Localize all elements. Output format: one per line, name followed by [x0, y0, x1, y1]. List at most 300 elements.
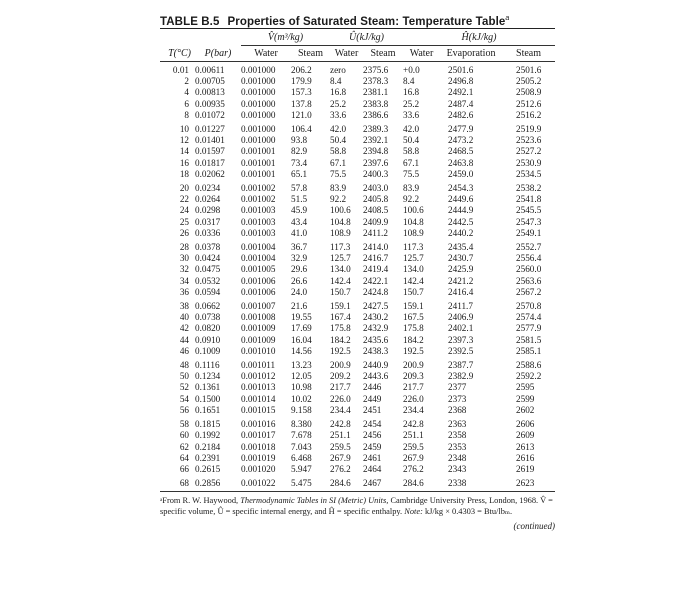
table-cell: 2556.4 [516, 253, 542, 264]
table-cell: 0.1116 [195, 360, 220, 371]
table-cell: 25 [179, 216, 189, 227]
table-cell: 2595 [516, 382, 535, 393]
table-cell: 58.8 [403, 146, 420, 157]
table-cell: 2570.8 [516, 301, 542, 312]
table-cell: 217.7 [403, 382, 424, 393]
table-cell: 83.9 [403, 183, 420, 194]
table-row [160, 453, 555, 464]
table-cell: 62 [179, 441, 189, 452]
steam-table-page [160, 10, 555, 531]
table-cell: 5.475 [291, 478, 312, 489]
table-cell: 46 [179, 345, 189, 356]
table-cell: 2588.6 [516, 360, 542, 371]
table-cell: 276.2 [403, 463, 424, 474]
table-cell: 157.3 [291, 87, 312, 98]
table-cell: 2534.5 [516, 168, 542, 179]
table-cell: 2338 [448, 478, 467, 489]
table-title [160, 10, 555, 28]
table-cell: 29.6 [291, 264, 308, 275]
table-cell: 0.001018 [241, 441, 276, 452]
table-cell: 42 [179, 323, 189, 334]
table-cell: 0.001007 [241, 301, 276, 312]
table-body [160, 65, 555, 489]
table-cell: 159.1 [403, 301, 424, 312]
table-cell: 2442.5 [448, 216, 474, 227]
table-cell: 0.001019 [241, 452, 276, 463]
table-cell: 0.001015 [241, 404, 276, 415]
table-row [160, 205, 555, 216]
table-row [160, 87, 555, 98]
table-cell: 242.8 [330, 419, 351, 430]
table-cell: 19.55 [291, 312, 312, 323]
table-cell: 2444.9 [448, 205, 474, 216]
table-cell: 2454 [363, 419, 382, 430]
table-row [160, 357, 555, 371]
table-cell: 2516.2 [516, 109, 542, 120]
table-cell: 2527.2 [516, 146, 542, 157]
table-cell: 0.2391 [195, 452, 221, 463]
table-cell: 2560.0 [516, 264, 542, 275]
footnote-part-3: Cambridge University Press, London, 1968. V̂ = specific volume, Û = specific internal energy, and Ĥ = specific enthalpy. [160, 496, 553, 516]
table-cell: 92.2 [403, 194, 420, 205]
table-cell: 0.001014 [241, 393, 276, 404]
table-cell: 56 [179, 404, 189, 415]
table-cell: 2377 [448, 382, 467, 393]
table-row [160, 264, 555, 275]
table-cell: 284.6 [330, 478, 351, 489]
table-cell: 0.1361 [195, 382, 221, 393]
table-cell: 0.001010 [241, 345, 276, 356]
table-cell: 82.9 [291, 146, 308, 157]
table-cell: 0.001003 [241, 216, 276, 227]
table-cell: 2382.9 [448, 371, 474, 382]
table-cell: 28 [179, 242, 189, 253]
table-cell: 2547.3 [516, 216, 542, 227]
table-cell: 64 [179, 452, 189, 463]
table-row [160, 194, 555, 205]
table-cell: 104.8 [403, 216, 424, 227]
table-cell: 2440.9 [363, 360, 389, 371]
table-cell: +0.0 [403, 65, 420, 75]
table-cell: 0.001000 [241, 135, 276, 146]
table-cell: 2464 [363, 463, 382, 474]
table-cell: 175.8 [330, 323, 351, 334]
table-cell: 38 [179, 301, 189, 312]
title-footnote-mark: a [505, 15, 510, 22]
table-cell: 242.8 [403, 419, 424, 430]
table-row [160, 99, 555, 110]
table-cell: 137.8 [291, 98, 312, 109]
table-cell: 0.001011 [241, 360, 276, 371]
table-cell: 2389.3 [363, 124, 389, 135]
table-row [160, 442, 555, 453]
table-cell: 0.01401 [195, 135, 225, 146]
table-cell: 2422.1 [363, 275, 389, 286]
table-cell: 142.4 [403, 275, 424, 286]
table-cell: 14.56 [291, 345, 312, 356]
table-cell: 6.468 [291, 452, 312, 463]
table-cell: 24.0 [291, 286, 308, 297]
table-cell: 0.0264 [195, 194, 221, 205]
table-row [160, 158, 555, 169]
table-cell: 2449.6 [448, 194, 474, 205]
table-cell: 0.1815 [195, 419, 221, 430]
table-cell: 2508.9 [516, 87, 542, 98]
table-cell: 36 [179, 286, 189, 297]
table-cell: 0.001000 [241, 87, 276, 98]
table-row [160, 65, 555, 76]
col-header-volume-steam: Steam [298, 48, 323, 59]
table-cell: 2421.2 [448, 275, 474, 286]
table-cell: 167.5 [403, 312, 424, 323]
table-cell: 0.001008 [241, 312, 276, 323]
table-cell: 2411.7 [448, 301, 473, 312]
table-cell: 0.001005 [241, 264, 276, 275]
table-label: TABLE B.5 [160, 15, 220, 28]
table-cell: 2386.6 [363, 109, 389, 120]
table-cell: 0.0738 [195, 312, 221, 323]
table-cell: 2473.2 [448, 135, 474, 146]
table-cell: 2449 [363, 393, 382, 404]
table-row [160, 394, 555, 405]
table-cell: 117.3 [330, 242, 351, 253]
table-cell: 184.2 [330, 334, 351, 345]
table-cell: 12.05 [291, 371, 312, 382]
table-cell: 16.04 [291, 334, 312, 345]
footnote [160, 496, 555, 517]
table-row [160, 76, 555, 87]
table-title-text: Properties of Saturated Steam: Temperature Table [227, 15, 506, 28]
table-cell: 0.2856 [195, 478, 221, 489]
table-cell: 2419.4 [363, 264, 389, 275]
table-row [160, 416, 555, 430]
steam-table [160, 29, 555, 489]
table-cell: 2438.3 [363, 345, 389, 356]
table-cell: 40 [179, 312, 189, 323]
table-cell: 65.1 [291, 168, 308, 179]
table-cell: 22 [179, 194, 189, 205]
table-cell: 0.001000 [241, 76, 276, 87]
table-cell: 226.0 [330, 393, 351, 404]
table-cell: 51.5 [291, 194, 308, 205]
table-cell: 2440.2 [448, 227, 474, 238]
table-row [160, 110, 555, 121]
table-cell: 2482.6 [448, 109, 474, 120]
table-cell: 44 [179, 334, 189, 345]
table-cell: 2512.6 [516, 98, 542, 109]
table-cell: 2432.9 [363, 323, 389, 334]
table-cell: 33.6 [403, 109, 420, 120]
table-cell: 0.001002 [241, 183, 276, 194]
table-cell: 2394.8 [363, 146, 389, 157]
table-cell: 2368 [448, 404, 467, 415]
table-row [160, 217, 555, 228]
table-cell: 0.01 [172, 65, 189, 75]
col-header-enthalpy-steam: Steam [516, 48, 542, 59]
table-cell: 2 [184, 76, 189, 87]
table-cell: 2402.1 [448, 323, 474, 334]
table-cell: 2430.7 [448, 253, 474, 264]
table-row [160, 430, 555, 441]
table-cell: 32 [179, 264, 189, 275]
table-cell: 0.1234 [195, 371, 221, 382]
table-cell: 106.4 [291, 124, 312, 135]
table-cell: 0.0234 [195, 183, 221, 194]
table-cell: 93.8 [291, 135, 308, 146]
table-cell: 2585.1 [516, 345, 542, 356]
table-cell: 2397.3 [448, 334, 474, 345]
table-cell: 30 [179, 253, 189, 264]
table-cell: 0.0532 [195, 275, 221, 286]
table-cell: 2427.5 [363, 301, 389, 312]
table-cell: 0.001000 [241, 98, 276, 109]
table-cell: 2563.6 [516, 275, 542, 286]
table-cell: 0.001002 [241, 194, 276, 205]
table-cell: 2416.4 [448, 286, 474, 297]
table-cell: 2387.7 [448, 360, 474, 371]
table-cell: 58 [179, 419, 189, 430]
table-cell: 125.7 [403, 253, 424, 264]
table-cell: 150.7 [403, 286, 424, 297]
table-cell: 209.2 [330, 371, 351, 382]
table-cell: 0.00935 [195, 98, 225, 109]
table-cell: 2454.3 [448, 183, 474, 194]
table-cell: 34 [179, 275, 189, 286]
table-cell: 159.1 [330, 301, 351, 312]
table-cell: 5.947 [291, 463, 312, 474]
table-cell: 10.02 [291, 393, 312, 404]
table-cell: 150.7 [330, 286, 351, 297]
table-cell: 117.3 [403, 242, 424, 253]
table-cell: 134.0 [403, 264, 424, 275]
table-cell: 2416.7 [363, 253, 389, 264]
table-cell: 2348 [448, 452, 467, 463]
col-header-pressure: P(bar) [204, 47, 232, 59]
table-cell: 259.5 [330, 441, 351, 452]
table-cell: 0.001020 [241, 463, 276, 474]
table-cell: 0.001003 [241, 205, 276, 216]
table-cell: 10 [179, 124, 189, 135]
table-cell: 2467 [363, 478, 382, 489]
table-cell: 0.0298 [195, 205, 221, 216]
table-cell: 2461 [363, 452, 382, 463]
table-cell: 2602 [516, 404, 535, 415]
table-cell: 2545.5 [516, 205, 542, 216]
table-cell: 66 [179, 463, 189, 474]
table-cell: 276.2 [330, 463, 351, 474]
table-cell: 2430.2 [363, 312, 389, 323]
table-row [160, 287, 555, 298]
table-cell: 2541.8 [516, 194, 542, 205]
table-cell: 14 [179, 146, 189, 157]
table-cell: 0.001022 [241, 478, 276, 489]
table-cell: 8.380 [291, 419, 312, 430]
table-cell: 26 [179, 227, 189, 238]
table-cell: 267.9 [403, 452, 424, 463]
table-row [160, 228, 555, 239]
table-cell: 108.9 [403, 227, 424, 238]
footnote-note-label: Note: [404, 506, 423, 516]
table-cell: 17.69 [291, 323, 312, 334]
table-cell: 20 [179, 183, 189, 194]
table-cell: 0.01597 [195, 146, 225, 157]
table-cell: 0.001016 [241, 419, 276, 430]
table-cell: 0.0475 [195, 264, 221, 275]
table-cell: 2492.1 [448, 87, 474, 98]
table-cell: 2451 [363, 404, 382, 415]
table-cell: 25.2 [330, 98, 347, 109]
continued-label: (continued) [513, 521, 555, 532]
table-cell: 2373 [448, 393, 467, 404]
table-cell: 2463.8 [448, 157, 474, 168]
column-header-row [160, 46, 555, 62]
table-cell: 60 [179, 430, 189, 441]
table-cell: 2577.9 [516, 323, 542, 334]
table-cell: 2424.8 [363, 286, 389, 297]
table-cell: 57.8 [291, 183, 308, 194]
table-cell: 8.4 [403, 76, 415, 87]
table-cell: 0.001012 [241, 371, 276, 382]
table-row [160, 239, 555, 253]
table-row [160, 371, 555, 382]
table-cell: 0.001009 [241, 323, 276, 334]
table-cell: 9.158 [291, 404, 312, 415]
table-cell: 0.001000 [241, 124, 276, 135]
table-cell: 2411.2 [363, 227, 388, 238]
table-cell: 41.0 [291, 227, 308, 238]
table-cell: 0.0378 [195, 242, 221, 253]
table-cell: 16.8 [403, 87, 420, 98]
table-cell: 0.0910 [195, 334, 221, 345]
table-cell: 2477.9 [448, 124, 474, 135]
table-cell: 2623 [516, 478, 535, 489]
table-cell: 0.02062 [195, 168, 225, 179]
table-cell: 0.0317 [195, 216, 221, 227]
table-cell: 234.4 [330, 404, 351, 415]
table-cell: 16.8 [330, 87, 347, 98]
table-cell: 0.001006 [241, 286, 276, 297]
table-cell: 2567.2 [516, 286, 542, 297]
table-cell: 2363 [448, 419, 467, 430]
table-cell: 2609 [516, 430, 535, 441]
table-cell: 36.7 [291, 242, 308, 253]
table-cell: 0.1651 [195, 404, 221, 415]
table-cell: 175.8 [403, 323, 424, 334]
table-cell: 0.001004 [241, 253, 276, 264]
table-cell: 2581.5 [516, 334, 542, 345]
table-row [160, 298, 555, 312]
table-cell: 0.0336 [195, 227, 221, 238]
table-cell: 0.1009 [195, 345, 221, 356]
col-header-temperature: T(°C) [168, 47, 191, 59]
table-cell: 192.5 [330, 345, 351, 356]
table-cell: 251.1 [403, 430, 424, 441]
table-cell: 2400.3 [363, 168, 389, 179]
table-cell: 2383.8 [363, 98, 389, 109]
footnote-part-1: ᵃFrom R. W. Haywood, [160, 496, 241, 506]
table-cell: 2599 [516, 393, 535, 404]
table-cell: 100.6 [403, 205, 424, 216]
table-cell: 0.001001 [241, 146, 276, 157]
table-cell: 2446 [363, 382, 382, 393]
table-row [160, 464, 555, 475]
table-cell: 2487.4 [448, 98, 474, 109]
table-cell: 125.7 [330, 253, 351, 264]
col-header-energy-steam: Steam [370, 48, 396, 59]
bottom-rule [160, 491, 555, 492]
table-cell: 2425.9 [448, 264, 474, 275]
table-cell: 2456 [363, 430, 382, 441]
table-row [160, 276, 555, 287]
table-row [160, 323, 555, 334]
table-cell: 2409.9 [363, 216, 389, 227]
table-cell: 0.001001 [241, 157, 276, 168]
table-cell: 206.2 [291, 65, 312, 75]
table-cell: 75.5 [403, 168, 420, 179]
table-cell: 2443.6 [363, 371, 389, 382]
table-cell: 134.0 [330, 264, 351, 275]
table-cell: 2353 [448, 441, 467, 452]
table-cell: 226.0 [403, 393, 424, 404]
table-row [160, 312, 555, 323]
table-cell: 26.6 [291, 275, 308, 286]
table-cell: 75.5 [330, 168, 347, 179]
table-row [160, 346, 555, 357]
table-cell: 2343 [448, 463, 467, 474]
table-row [160, 121, 555, 135]
table-cell: 200.9 [330, 360, 351, 371]
table-cell: 2538.2 [516, 183, 542, 194]
table-cell: 42.0 [330, 124, 347, 135]
table-cell: 2403.0 [363, 183, 389, 194]
table-cell: 2501.6 [516, 65, 542, 75]
table-cell: 2435.4 [448, 242, 474, 253]
table-cell: 2435.6 [363, 334, 389, 345]
table-cell: 0.001003 [241, 227, 276, 238]
table-cell: 13.23 [291, 360, 312, 371]
footnote-part-5: kJ/kg × 0.4303 = Btu/lbₘ. [422, 506, 513, 516]
table-cell: 0.001009 [241, 334, 276, 345]
table-cell: 33.6 [330, 109, 347, 120]
table-cell: 184.2 [403, 334, 424, 345]
table-cell: 2505.2 [516, 76, 542, 87]
table-cell: 0.00611 [195, 65, 225, 75]
table-cell: 48 [179, 360, 189, 371]
table-row [160, 335, 555, 346]
table-cell: 45.9 [291, 205, 308, 216]
table-cell: 0.0662 [195, 301, 221, 312]
group-header-row [160, 29, 555, 46]
table-cell: 108.9 [330, 227, 351, 238]
table-cell: 18 [179, 168, 189, 179]
table-cell: 52 [179, 382, 189, 393]
table-cell: 2381.1 [363, 87, 389, 98]
table-cell: 50.4 [403, 135, 420, 146]
table-cell: 7.678 [291, 430, 312, 441]
table-cell: 67.1 [403, 157, 420, 168]
table-cell: 12 [179, 135, 189, 146]
table-row [160, 169, 555, 180]
table-cell: 16 [179, 157, 189, 168]
table-cell: 0.2184 [195, 441, 221, 452]
group-header-enthalpy: Ĥ(kJ/kg) [403, 29, 555, 46]
table-cell: 2496.8 [448, 76, 474, 87]
table-cell: 0.00705 [195, 76, 225, 87]
group-header-internal-energy: Û(kJ/kg) [330, 29, 403, 46]
table-cell: 2613 [516, 441, 535, 452]
table-cell: 0.001000 [241, 65, 276, 75]
table-cell: 25.2 [403, 98, 420, 109]
